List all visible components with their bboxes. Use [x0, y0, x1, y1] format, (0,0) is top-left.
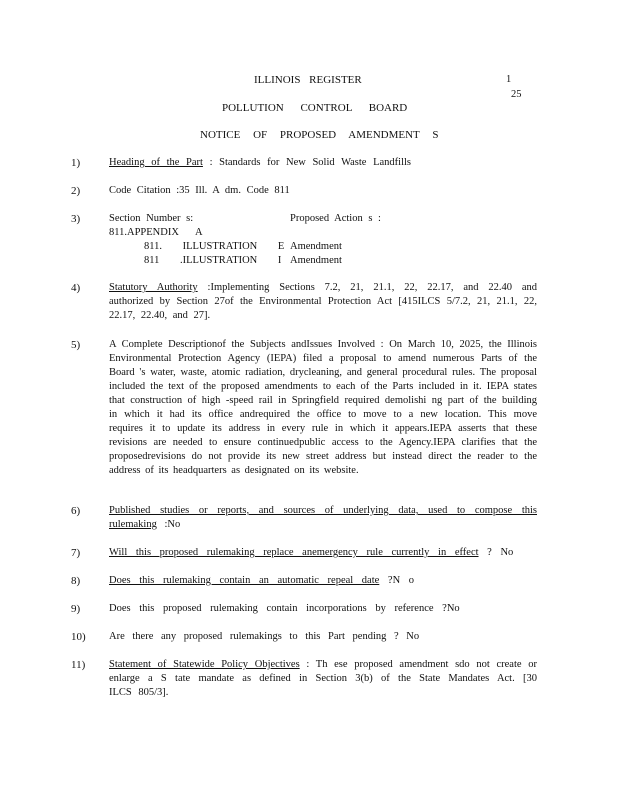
- repeal-date-question: [109, 574, 414, 588]
- item-text: :Implementing Sections 7.2, 21, 21.1, 22, 22.17, and 22.40 and authorized by Section 27of the Environmental Protection Act [415ILCS 5/7.2, 21, 21.1, 22, 22.17, 22.40, and 27].: [109, 282, 538, 321]
- item-label: Published studies or reports, and sources of underlying data, used to compose this rulemaking: [109, 505, 537, 530]
- incorporations-question: Does this proposed rulemaking contain incorporations by reference ?No: [109, 603, 460, 614]
- item-label: A Complete Descriptionof the Subjects andIssues Involved: [109, 339, 375, 350]
- item-number: 11): [71, 659, 86, 671]
- item-text: : Th ese proposed amendment sdo not create or enlarge a S tate mandate as defined in Section 3(b) of the State Mandates Act. [30 ILCS 805/3].: [109, 659, 537, 698]
- item-text: ? No: [487, 547, 514, 558]
- notice-title: NOTICE OF PROPOSED AMENDMENT S: [200, 129, 439, 141]
- section-row: 811. ILLUSTRATION E: [144, 241, 285, 252]
- statewide-policy-objectives: [109, 658, 537, 700]
- item-label: Statutory Authority: [109, 282, 198, 293]
- section-action: Amendment: [290, 241, 342, 252]
- item-number: 10): [71, 631, 86, 643]
- emergency-rule-question: [109, 546, 513, 560]
- code-citation: Code Citation :35 Ill. A dm. Code 811: [109, 185, 290, 196]
- item-number: 9): [71, 603, 81, 615]
- page-number: 1: [506, 74, 512, 85]
- board-title: POLLUTION CONTROL BOARD: [222, 102, 408, 114]
- item-heading: [109, 156, 537, 170]
- item-number: 5): [71, 339, 81, 351]
- statutory-authority: [109, 281, 537, 323]
- item-label: Statement of Statewide Policy Objectives: [109, 659, 300, 670]
- section-numbers-header: Section Number s:: [109, 213, 194, 224]
- item-number: 6): [71, 505, 81, 517]
- item-number: 2): [71, 185, 81, 197]
- item-number: 8): [71, 575, 81, 587]
- published-studies: [109, 504, 537, 532]
- item-text: : On March 10, 2025, the Illinois Environmental Protection Agency (IEPA) filed a proposal to amend numerous Parts of the Board 's water, waste, atomic radiation, drycleaning, and general procedural rules. The proposal included the text of the proposed amendments to each of the Parts included in it. IEPA states that construction of high -speed rail in Springfield required demolishi ng part of the building in which it had its office andrequired the office to move to a new location. This move requires it to update its address in every rule in which it appears.IEPA asserts that these revisions are needed to ensure continuedpublic access to the Agency.IEPA clarifies that the proposedrevisions do not provide its new street address but instead direct the reader to the address of its headquarters as designated on its website.: [109, 339, 538, 476]
- item-separator: :: [209, 157, 213, 168]
- item-label: Heading of the Part: [109, 157, 203, 168]
- section-row: 811.APPENDIX A: [109, 227, 203, 238]
- item-text: Standards for New Solid Waste Landfills: [219, 157, 412, 168]
- proposed-action-header: Proposed Action s :: [290, 213, 381, 224]
- item-number: 7): [71, 547, 81, 559]
- page-subnumber: 25: [511, 89, 522, 100]
- item-number: 3): [71, 213, 81, 225]
- item-number: 4): [71, 282, 81, 294]
- section-row: 811 .ILLUSTRATION I: [144, 255, 282, 266]
- pending-rulemakings-question: Are there any proposed rulemakings to this Part pending ? No: [109, 631, 420, 642]
- complete-description: [109, 338, 537, 478]
- register-title: ILLINOIS REGISTER: [254, 74, 362, 86]
- item-number: 1): [71, 157, 81, 169]
- item-label: Does this rulemaking contain an automatic repeal date: [109, 575, 380, 586]
- item-text: :No: [164, 519, 181, 530]
- item-label: Will this proposed rulemaking replace anemergency rule currently in effect: [109, 547, 479, 558]
- item-text: ?N o: [387, 575, 415, 586]
- section-action: Amendment: [290, 255, 342, 266]
